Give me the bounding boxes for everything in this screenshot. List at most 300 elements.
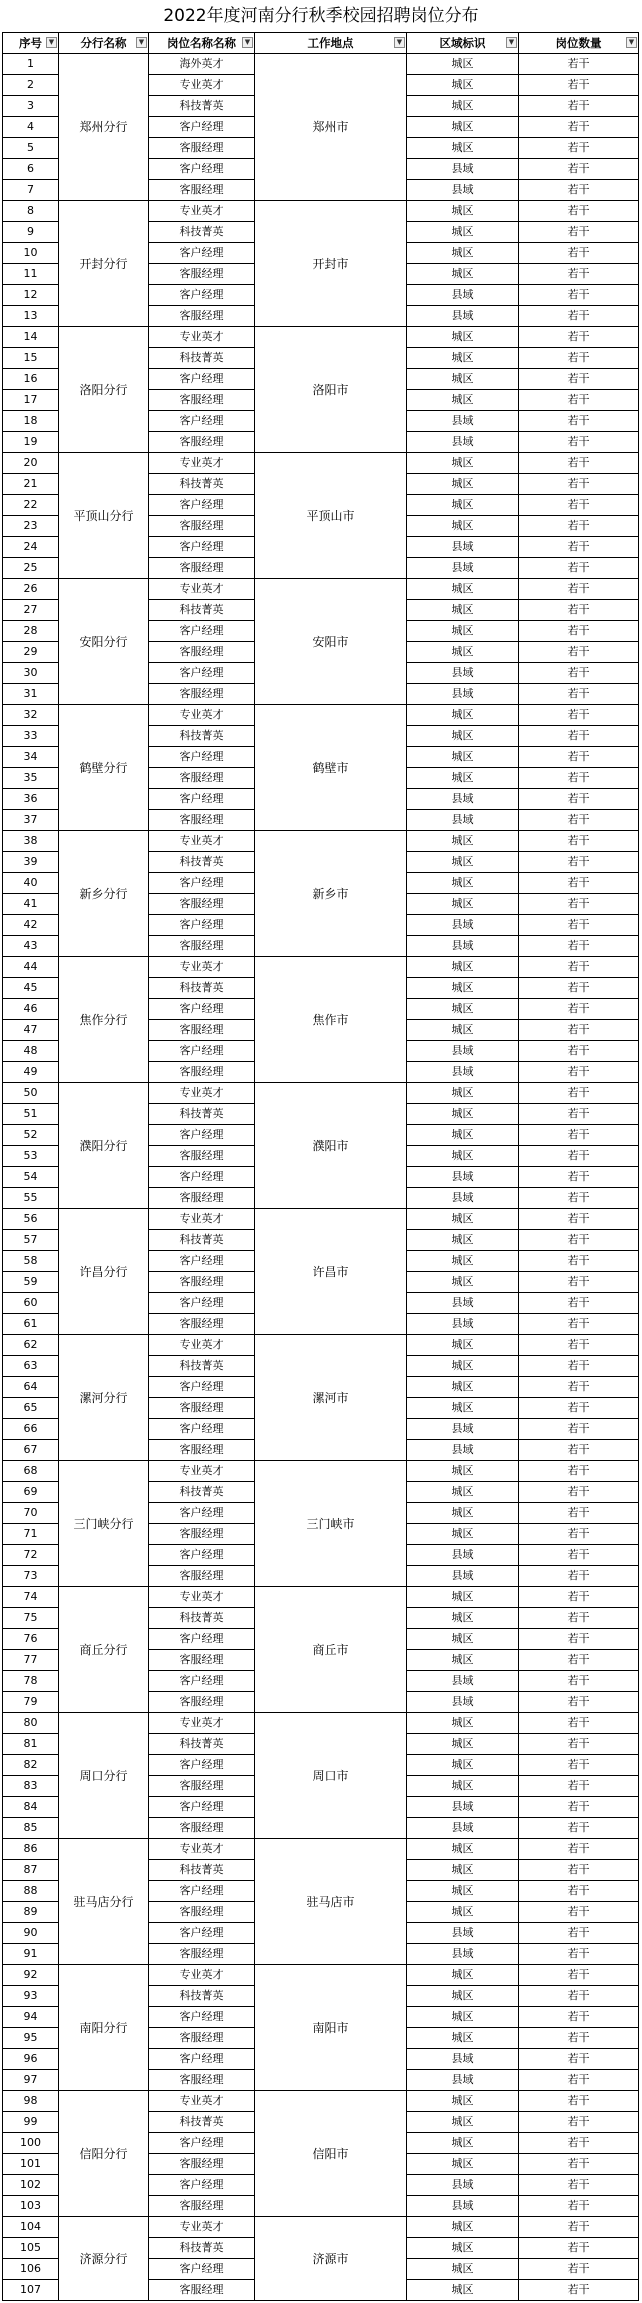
quantity-cell[interactable]: 若干 xyxy=(519,1944,639,1965)
region-cell[interactable]: 县域 xyxy=(407,789,519,810)
position-cell[interactable]: 客服经理 xyxy=(149,1692,255,1713)
quantity-cell[interactable]: 若干 xyxy=(519,537,639,558)
seq-cell[interactable]: 2 xyxy=(3,75,59,96)
seq-cell[interactable]: 55 xyxy=(3,1188,59,1209)
branch-name-cell[interactable]: 周口分行 xyxy=(59,1713,149,1839)
quantity-cell[interactable]: 若干 xyxy=(519,1146,639,1167)
seq-cell[interactable]: 66 xyxy=(3,1419,59,1440)
seq-cell[interactable]: 35 xyxy=(3,768,59,789)
position-cell[interactable]: 科技菁英 xyxy=(149,978,255,999)
region-cell[interactable]: 城区 xyxy=(407,2112,519,2133)
quantity-cell[interactable]: 若干 xyxy=(519,1377,639,1398)
region-cell[interactable]: 城区 xyxy=(407,894,519,915)
position-cell[interactable]: 客户经理 xyxy=(149,747,255,768)
quantity-cell[interactable]: 若干 xyxy=(519,642,639,663)
position-cell[interactable]: 专业英才 xyxy=(149,1713,255,1734)
region-cell[interactable]: 城区 xyxy=(407,1860,519,1881)
quantity-cell[interactable]: 若干 xyxy=(519,495,639,516)
seq-cell[interactable]: 74 xyxy=(3,1587,59,1608)
branch-name-cell[interactable]: 平顶山分行 xyxy=(59,453,149,579)
seq-cell[interactable]: 76 xyxy=(3,1629,59,1650)
seq-cell[interactable]: 50 xyxy=(3,1083,59,1104)
seq-cell[interactable]: 79 xyxy=(3,1692,59,1713)
seq-cell[interactable]: 7 xyxy=(3,180,59,201)
position-cell[interactable]: 专业英才 xyxy=(149,453,255,474)
header-seq[interactable] xyxy=(3,33,59,54)
branch-name-cell[interactable]: 焦作分行 xyxy=(59,957,149,1083)
position-cell[interactable]: 客户经理 xyxy=(149,1923,255,1944)
region-cell[interactable]: 城区 xyxy=(407,600,519,621)
seq-cell[interactable]: 54 xyxy=(3,1167,59,1188)
quantity-cell[interactable]: 若干 xyxy=(519,1524,639,1545)
seq-cell[interactable]: 39 xyxy=(3,852,59,873)
seq-cell[interactable]: 26 xyxy=(3,579,59,600)
seq-cell[interactable]: 24 xyxy=(3,537,59,558)
seq-cell[interactable]: 98 xyxy=(3,2091,59,2112)
region-cell[interactable]: 城区 xyxy=(407,1356,519,1377)
seq-cell[interactable]: 17 xyxy=(3,390,59,411)
branch-name-cell[interactable]: 濮阳分行 xyxy=(59,1083,149,1209)
region-cell[interactable]: 城区 xyxy=(407,1209,519,1230)
branch-name-cell[interactable]: 郑州分行 xyxy=(59,54,149,201)
seq-cell[interactable]: 100 xyxy=(3,2133,59,2154)
quantity-cell[interactable]: 若干 xyxy=(519,978,639,999)
seq-cell[interactable]: 92 xyxy=(3,1965,59,1986)
region-cell[interactable]: 城区 xyxy=(407,369,519,390)
header-position[interactable] xyxy=(149,33,255,54)
quantity-cell[interactable]: 若干 xyxy=(519,1125,639,1146)
seq-cell[interactable]: 81 xyxy=(3,1734,59,1755)
quantity-cell[interactable]: 若干 xyxy=(519,1965,639,1986)
seq-cell[interactable]: 34 xyxy=(3,747,59,768)
position-cell[interactable]: 科技菁英 xyxy=(149,1104,255,1125)
quantity-cell[interactable]: 若干 xyxy=(519,474,639,495)
location-cell[interactable]: 漯河市 xyxy=(255,1335,407,1461)
quantity-cell[interactable]: 若干 xyxy=(519,1503,639,1524)
branch-name-cell[interactable]: 驻马店分行 xyxy=(59,1839,149,1965)
location-cell[interactable]: 三门峡市 xyxy=(255,1461,407,1587)
seq-cell[interactable]: 46 xyxy=(3,999,59,1020)
seq-cell[interactable]: 15 xyxy=(3,348,59,369)
region-cell[interactable]: 县域 xyxy=(407,2175,519,2196)
branch-name-cell[interactable]: 济源分行 xyxy=(59,2217,149,2301)
branch-name-cell[interactable]: 南阳分行 xyxy=(59,1965,149,2091)
region-cell[interactable]: 城区 xyxy=(407,1524,519,1545)
location-cell[interactable]: 开封市 xyxy=(255,201,407,327)
region-cell[interactable]: 县域 xyxy=(407,306,519,327)
seq-cell[interactable]: 91 xyxy=(3,1944,59,1965)
position-cell[interactable]: 客户经理 xyxy=(149,2049,255,2070)
quantity-cell[interactable]: 若干 xyxy=(519,1398,639,1419)
seq-cell[interactable]: 96 xyxy=(3,2049,59,2070)
quantity-cell[interactable]: 若干 xyxy=(519,1461,639,1482)
region-cell[interactable]: 县域 xyxy=(407,180,519,201)
position-cell[interactable]: 客户经理 xyxy=(149,999,255,1020)
seq-cell[interactable]: 97 xyxy=(3,2070,59,2091)
quantity-cell[interactable]: 若干 xyxy=(519,1629,639,1650)
seq-cell[interactable]: 106 xyxy=(3,2259,59,2280)
quantity-cell[interactable]: 若干 xyxy=(519,684,639,705)
region-cell[interactable]: 城区 xyxy=(407,1125,519,1146)
region-cell[interactable]: 城区 xyxy=(407,222,519,243)
location-cell[interactable]: 许昌市 xyxy=(255,1209,407,1335)
location-cell[interactable]: 濮阳市 xyxy=(255,1083,407,1209)
region-cell[interactable]: 城区 xyxy=(407,831,519,852)
seq-cell[interactable]: 73 xyxy=(3,1566,59,1587)
region-cell[interactable]: 县域 xyxy=(407,1041,519,1062)
position-cell[interactable]: 客服经理 xyxy=(149,2028,255,2049)
quantity-cell[interactable]: 若干 xyxy=(519,1020,639,1041)
region-cell[interactable]: 县域 xyxy=(407,1692,519,1713)
seq-cell[interactable]: 59 xyxy=(3,1272,59,1293)
seq-cell[interactable]: 36 xyxy=(3,789,59,810)
quantity-cell[interactable]: 若干 xyxy=(519,516,639,537)
position-cell[interactable]: 科技菁英 xyxy=(149,726,255,747)
position-cell[interactable]: 客户经理 xyxy=(149,1629,255,1650)
position-cell[interactable]: 客服经理 xyxy=(149,1440,255,1461)
location-cell[interactable]: 郑州市 xyxy=(255,54,407,201)
quantity-cell[interactable]: 若干 xyxy=(519,2070,639,2091)
location-cell[interactable]: 鹤壁市 xyxy=(255,705,407,831)
region-cell[interactable]: 城区 xyxy=(407,1482,519,1503)
quantity-cell[interactable]: 若干 xyxy=(519,222,639,243)
region-cell[interactable]: 城区 xyxy=(407,1461,519,1482)
seq-cell[interactable]: 49 xyxy=(3,1062,59,1083)
quantity-cell[interactable]: 若干 xyxy=(519,579,639,600)
region-cell[interactable]: 县域 xyxy=(407,1062,519,1083)
position-cell[interactable]: 客服经理 xyxy=(149,1188,255,1209)
position-cell[interactable]: 专业英才 xyxy=(149,1965,255,1986)
quantity-cell[interactable]: 若干 xyxy=(519,1188,639,1209)
seq-cell[interactable]: 58 xyxy=(3,1251,59,1272)
region-cell[interactable]: 城区 xyxy=(407,2154,519,2175)
quantity-cell[interactable]: 若干 xyxy=(519,348,639,369)
quantity-cell[interactable]: 若干 xyxy=(519,411,639,432)
seq-cell[interactable]: 11 xyxy=(3,264,59,285)
quantity-cell[interactable]: 若干 xyxy=(519,117,639,138)
seq-cell[interactable]: 65 xyxy=(3,1398,59,1419)
position-cell[interactable]: 客服经理 xyxy=(149,810,255,831)
seq-cell[interactable]: 13 xyxy=(3,306,59,327)
seq-cell[interactable]: 37 xyxy=(3,810,59,831)
region-cell[interactable]: 县域 xyxy=(407,915,519,936)
quantity-cell[interactable]: 若干 xyxy=(519,243,639,264)
position-cell[interactable]: 科技菁英 xyxy=(149,1356,255,1377)
position-cell[interactable]: 客户经理 xyxy=(149,1125,255,1146)
seq-cell[interactable]: 30 xyxy=(3,663,59,684)
seq-cell[interactable]: 94 xyxy=(3,2007,59,2028)
region-cell[interactable]: 城区 xyxy=(407,957,519,978)
position-cell[interactable]: 科技菁英 xyxy=(149,96,255,117)
quantity-cell[interactable]: 若干 xyxy=(519,999,639,1020)
position-cell[interactable]: 客户经理 xyxy=(149,2175,255,2196)
region-cell[interactable]: 城区 xyxy=(407,621,519,642)
branch-name-cell[interactable]: 商丘分行 xyxy=(59,1587,149,1713)
branch-name-cell[interactable]: 新乡分行 xyxy=(59,831,149,957)
position-cell[interactable]: 海外英才 xyxy=(149,54,255,75)
position-cell[interactable]: 客服经理 xyxy=(149,2280,255,2301)
location-cell[interactable]: 济源市 xyxy=(255,2217,407,2301)
position-cell[interactable]: 客户经理 xyxy=(149,873,255,894)
region-cell[interactable]: 城区 xyxy=(407,96,519,117)
region-cell[interactable]: 县域 xyxy=(407,1314,519,1335)
quantity-cell[interactable]: 若干 xyxy=(519,1797,639,1818)
position-cell[interactable]: 科技菁英 xyxy=(149,222,255,243)
quantity-cell[interactable]: 若干 xyxy=(519,1230,639,1251)
region-cell[interactable]: 城区 xyxy=(407,2133,519,2154)
seq-cell[interactable]: 95 xyxy=(3,2028,59,2049)
position-cell[interactable]: 科技菁英 xyxy=(149,1986,255,2007)
location-cell[interactable]: 信阳市 xyxy=(255,2091,407,2217)
position-cell[interactable]: 客户经理 xyxy=(149,1419,255,1440)
dropdown-filter-icon[interactable]: ▼ xyxy=(506,37,517,48)
position-cell[interactable]: 专业英才 xyxy=(149,1335,255,1356)
region-cell[interactable]: 城区 xyxy=(407,705,519,726)
region-cell[interactable]: 城区 xyxy=(407,117,519,138)
quantity-cell[interactable]: 若干 xyxy=(519,2238,639,2259)
quantity-cell[interactable]: 若干 xyxy=(519,1419,639,1440)
quantity-cell[interactable]: 若干 xyxy=(519,96,639,117)
location-cell[interactable]: 新乡市 xyxy=(255,831,407,957)
seq-cell[interactable]: 63 xyxy=(3,1356,59,1377)
position-cell[interactable]: 客户经理 xyxy=(149,1293,255,1314)
quantity-cell[interactable]: 若干 xyxy=(519,1293,639,1314)
quantity-cell[interactable]: 若干 xyxy=(519,2028,639,2049)
header-quantity[interactable] xyxy=(519,33,639,54)
header-location[interactable] xyxy=(255,33,407,54)
quantity-cell[interactable]: 若干 xyxy=(519,75,639,96)
region-cell[interactable]: 县域 xyxy=(407,1566,519,1587)
seq-cell[interactable]: 38 xyxy=(3,831,59,852)
quantity-cell[interactable]: 若干 xyxy=(519,1545,639,1566)
quantity-cell[interactable]: 若干 xyxy=(519,1335,639,1356)
seq-cell[interactable]: 29 xyxy=(3,642,59,663)
quantity-cell[interactable]: 若干 xyxy=(519,957,639,978)
position-cell[interactable]: 专业英才 xyxy=(149,1209,255,1230)
seq-cell[interactable]: 9 xyxy=(3,222,59,243)
position-cell[interactable]: 客服经理 xyxy=(149,1650,255,1671)
position-cell[interactable]: 客服经理 xyxy=(149,2154,255,2175)
position-cell[interactable]: 客服经理 xyxy=(149,936,255,957)
seq-cell[interactable]: 51 xyxy=(3,1104,59,1125)
seq-cell[interactable]: 107 xyxy=(3,2280,59,2301)
position-cell[interactable]: 专业英才 xyxy=(149,1839,255,1860)
position-cell[interactable]: 客服经理 xyxy=(149,558,255,579)
region-cell[interactable]: 县域 xyxy=(407,1944,519,1965)
branch-name-cell[interactable]: 信阳分行 xyxy=(59,2091,149,2217)
location-cell[interactable]: 洛阳市 xyxy=(255,327,407,453)
region-cell[interactable]: 城区 xyxy=(407,348,519,369)
seq-cell[interactable]: 52 xyxy=(3,1125,59,1146)
seq-cell[interactable]: 19 xyxy=(3,432,59,453)
region-cell[interactable]: 城区 xyxy=(407,453,519,474)
position-cell[interactable]: 客户经理 xyxy=(149,243,255,264)
quantity-cell[interactable]: 若干 xyxy=(519,831,639,852)
quantity-cell[interactable]: 若干 xyxy=(519,1692,639,1713)
quantity-cell[interactable]: 若干 xyxy=(519,1356,639,1377)
position-cell[interactable]: 科技菁英 xyxy=(149,1860,255,1881)
quantity-cell[interactable]: 若干 xyxy=(519,1671,639,1692)
region-cell[interactable]: 城区 xyxy=(407,390,519,411)
region-cell[interactable]: 城区 xyxy=(407,327,519,348)
quantity-cell[interactable]: 若干 xyxy=(519,1482,639,1503)
seq-cell[interactable]: 4 xyxy=(3,117,59,138)
position-cell[interactable]: 客户经理 xyxy=(149,2007,255,2028)
position-cell[interactable]: 客户经理 xyxy=(149,1545,255,1566)
quantity-cell[interactable]: 若干 xyxy=(519,1587,639,1608)
quantity-cell[interactable]: 若干 xyxy=(519,2112,639,2133)
position-cell[interactable]: 客户经理 xyxy=(149,663,255,684)
position-cell[interactable]: 客户经理 xyxy=(149,1167,255,1188)
seq-cell[interactable]: 1 xyxy=(3,54,59,75)
quantity-cell[interactable]: 若干 xyxy=(519,2196,639,2217)
quantity-cell[interactable]: 若干 xyxy=(519,600,639,621)
region-cell[interactable]: 县域 xyxy=(407,936,519,957)
region-cell[interactable]: 县域 xyxy=(407,684,519,705)
quantity-cell[interactable]: 若干 xyxy=(519,306,639,327)
seq-cell[interactable]: 102 xyxy=(3,2175,59,2196)
position-cell[interactable]: 客户经理 xyxy=(149,1041,255,1062)
quantity-cell[interactable]: 若干 xyxy=(519,1104,639,1125)
seq-cell[interactable]: 12 xyxy=(3,285,59,306)
seq-cell[interactable]: 43 xyxy=(3,936,59,957)
quantity-cell[interactable]: 若干 xyxy=(519,1839,639,1860)
seq-cell[interactable]: 69 xyxy=(3,1482,59,1503)
quantity-cell[interactable]: 若干 xyxy=(519,558,639,579)
region-cell[interactable]: 县域 xyxy=(407,2196,519,2217)
region-cell[interactable]: 城区 xyxy=(407,642,519,663)
quantity-cell[interactable]: 若干 xyxy=(519,2259,639,2280)
position-cell[interactable]: 客户经理 xyxy=(149,411,255,432)
position-cell[interactable]: 客服经理 xyxy=(149,2196,255,2217)
quantity-cell[interactable]: 若干 xyxy=(519,180,639,201)
region-cell[interactable]: 城区 xyxy=(407,1713,519,1734)
seq-cell[interactable]: 25 xyxy=(3,558,59,579)
seq-cell[interactable]: 104 xyxy=(3,2217,59,2238)
region-cell[interactable]: 城区 xyxy=(407,1839,519,1860)
region-cell[interactable]: 城区 xyxy=(407,2091,519,2112)
position-cell[interactable]: 客户经理 xyxy=(149,117,255,138)
dropdown-filter-icon[interactable]: ▼ xyxy=(242,37,253,48)
quantity-cell[interactable]: 若干 xyxy=(519,264,639,285)
quantity-cell[interactable]: 若干 xyxy=(519,1755,639,1776)
quantity-cell[interactable]: 若干 xyxy=(519,915,639,936)
seq-cell[interactable]: 64 xyxy=(3,1377,59,1398)
position-cell[interactable]: 客户经理 xyxy=(149,285,255,306)
branch-name-cell[interactable]: 洛阳分行 xyxy=(59,327,149,453)
seq-cell[interactable]: 40 xyxy=(3,873,59,894)
quantity-cell[interactable]: 若干 xyxy=(519,810,639,831)
seq-cell[interactable]: 78 xyxy=(3,1671,59,1692)
position-cell[interactable]: 客户经理 xyxy=(149,1503,255,1524)
region-cell[interactable]: 城区 xyxy=(407,726,519,747)
seq-cell[interactable]: 77 xyxy=(3,1650,59,1671)
region-cell[interactable]: 城区 xyxy=(407,1965,519,1986)
seq-cell[interactable]: 103 xyxy=(3,2196,59,2217)
seq-cell[interactable]: 89 xyxy=(3,1902,59,1923)
region-cell[interactable]: 县域 xyxy=(407,1293,519,1314)
seq-cell[interactable]: 23 xyxy=(3,516,59,537)
position-cell[interactable]: 客服经理 xyxy=(149,138,255,159)
position-cell[interactable]: 客服经理 xyxy=(149,1314,255,1335)
position-cell[interactable]: 客服经理 xyxy=(149,306,255,327)
position-cell[interactable]: 科技菁英 xyxy=(149,474,255,495)
position-cell[interactable]: 客服经理 xyxy=(149,894,255,915)
seq-cell[interactable]: 53 xyxy=(3,1146,59,1167)
header-region[interactable] xyxy=(407,33,519,54)
branch-name-cell[interactable]: 鹤壁分行 xyxy=(59,705,149,831)
position-cell[interactable]: 科技菁英 xyxy=(149,1608,255,1629)
seq-cell[interactable]: 16 xyxy=(3,369,59,390)
position-cell[interactable]: 专业英才 xyxy=(149,201,255,222)
seq-cell[interactable]: 60 xyxy=(3,1293,59,1314)
quantity-cell[interactable]: 若干 xyxy=(519,1881,639,1902)
quantity-cell[interactable]: 若干 xyxy=(519,1734,639,1755)
region-cell[interactable]: 城区 xyxy=(407,264,519,285)
region-cell[interactable]: 城区 xyxy=(407,873,519,894)
seq-cell[interactable]: 57 xyxy=(3,1230,59,1251)
location-cell[interactable]: 南阳市 xyxy=(255,1965,407,2091)
seq-cell[interactable]: 41 xyxy=(3,894,59,915)
quantity-cell[interactable]: 若干 xyxy=(519,2154,639,2175)
position-cell[interactable]: 科技菁英 xyxy=(149,2238,255,2259)
seq-cell[interactable]: 71 xyxy=(3,1524,59,1545)
position-cell[interactable]: 科技菁英 xyxy=(149,1230,255,1251)
seq-cell[interactable]: 80 xyxy=(3,1713,59,1734)
region-cell[interactable]: 城区 xyxy=(407,2280,519,2301)
position-cell[interactable]: 专业英才 xyxy=(149,327,255,348)
quantity-cell[interactable]: 若干 xyxy=(519,1923,639,1944)
position-cell[interactable]: 专业英才 xyxy=(149,2217,255,2238)
position-cell[interactable]: 科技菁英 xyxy=(149,1482,255,1503)
quantity-cell[interactable]: 若干 xyxy=(519,327,639,348)
seq-cell[interactable]: 101 xyxy=(3,2154,59,2175)
quantity-cell[interactable]: 若干 xyxy=(519,789,639,810)
position-cell[interactable]: 客服经理 xyxy=(149,1524,255,1545)
region-cell[interactable]: 县域 xyxy=(407,663,519,684)
region-cell[interactable]: 县域 xyxy=(407,285,519,306)
seq-cell[interactable]: 68 xyxy=(3,1461,59,1482)
location-cell[interactable]: 驻马店市 xyxy=(255,1839,407,1965)
position-cell[interactable]: 科技菁英 xyxy=(149,600,255,621)
region-cell[interactable]: 城区 xyxy=(407,1608,519,1629)
region-cell[interactable]: 城区 xyxy=(407,1377,519,1398)
position-cell[interactable]: 客服经理 xyxy=(149,684,255,705)
position-cell[interactable]: 客服经理 xyxy=(149,642,255,663)
quantity-cell[interactable]: 若干 xyxy=(519,138,639,159)
location-cell[interactable]: 商丘市 xyxy=(255,1587,407,1713)
position-cell[interactable]: 客户经理 xyxy=(149,369,255,390)
region-cell[interactable]: 城区 xyxy=(407,474,519,495)
region-cell[interactable]: 城区 xyxy=(407,1881,519,1902)
seq-cell[interactable]: 75 xyxy=(3,1608,59,1629)
seq-cell[interactable]: 72 xyxy=(3,1545,59,1566)
seq-cell[interactable]: 99 xyxy=(3,2112,59,2133)
quantity-cell[interactable]: 若干 xyxy=(519,747,639,768)
region-cell[interactable]: 城区 xyxy=(407,1776,519,1797)
region-cell[interactable]: 城区 xyxy=(407,2259,519,2280)
position-cell[interactable]: 客户经理 xyxy=(149,495,255,516)
position-cell[interactable]: 客户经理 xyxy=(149,159,255,180)
region-cell[interactable]: 县域 xyxy=(407,159,519,180)
seq-cell[interactable]: 33 xyxy=(3,726,59,747)
location-cell[interactable]: 安阳市 xyxy=(255,579,407,705)
quantity-cell[interactable]: 若干 xyxy=(519,1650,639,1671)
seq-cell[interactable]: 83 xyxy=(3,1776,59,1797)
quantity-cell[interactable]: 若干 xyxy=(519,1986,639,2007)
branch-name-cell[interactable]: 漯河分行 xyxy=(59,1335,149,1461)
region-cell[interactable]: 城区 xyxy=(407,1020,519,1041)
